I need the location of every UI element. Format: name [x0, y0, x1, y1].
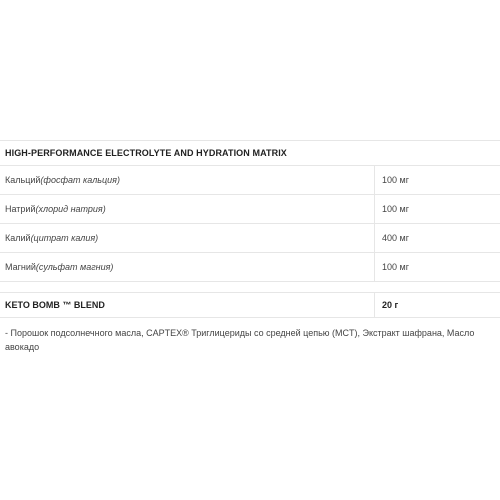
nutrient-value: 100 мг [382, 175, 409, 185]
nutrient-name: Магний [5, 262, 36, 272]
blend-row [0, 292, 500, 318]
nutrient-row [0, 166, 500, 195]
nutrient-name: Калий [5, 233, 31, 243]
nutrient-value: 100 мг [382, 204, 409, 214]
section-title: HIGH-PERFORMANCE ELECTROLYTE AND HYDRATION MATRIX [5, 148, 287, 158]
nutrient-name-cell [0, 166, 375, 194]
nutrition-table [0, 140, 500, 354]
section-header-row [0, 140, 500, 166]
nutrient-value: 100 мг [382, 262, 409, 272]
nutrient-detail: (хлорид натрия) [35, 204, 106, 214]
nutrient-name: Кальций [5, 175, 41, 185]
nutrient-value: 400 мг [382, 233, 409, 243]
nutrient-detail: (цитрат калия) [30, 233, 99, 243]
nutrient-detail: (сульфат магния) [35, 262, 114, 272]
nutrient-name-cell [0, 253, 375, 281]
nutrient-detail: (фосфат кальция) [40, 175, 120, 185]
nutrient-name-cell [0, 195, 375, 223]
nutrient-row [0, 195, 500, 224]
nutrient-name: Натрий [5, 204, 36, 214]
blend-value: 20 г [382, 300, 399, 310]
blend-name: KETO BOMB ™ BLEND [0, 293, 375, 317]
nutrient-row [0, 224, 500, 253]
blend-ingredients: - Порошок подсолнечного масла, CAPTEX® Триглицериды со средней цепью (MCT), Экстракт шафрана, Масло авокадо [5, 328, 475, 352]
nutrient-row [0, 253, 500, 282]
nutrient-name-cell [0, 224, 375, 252]
